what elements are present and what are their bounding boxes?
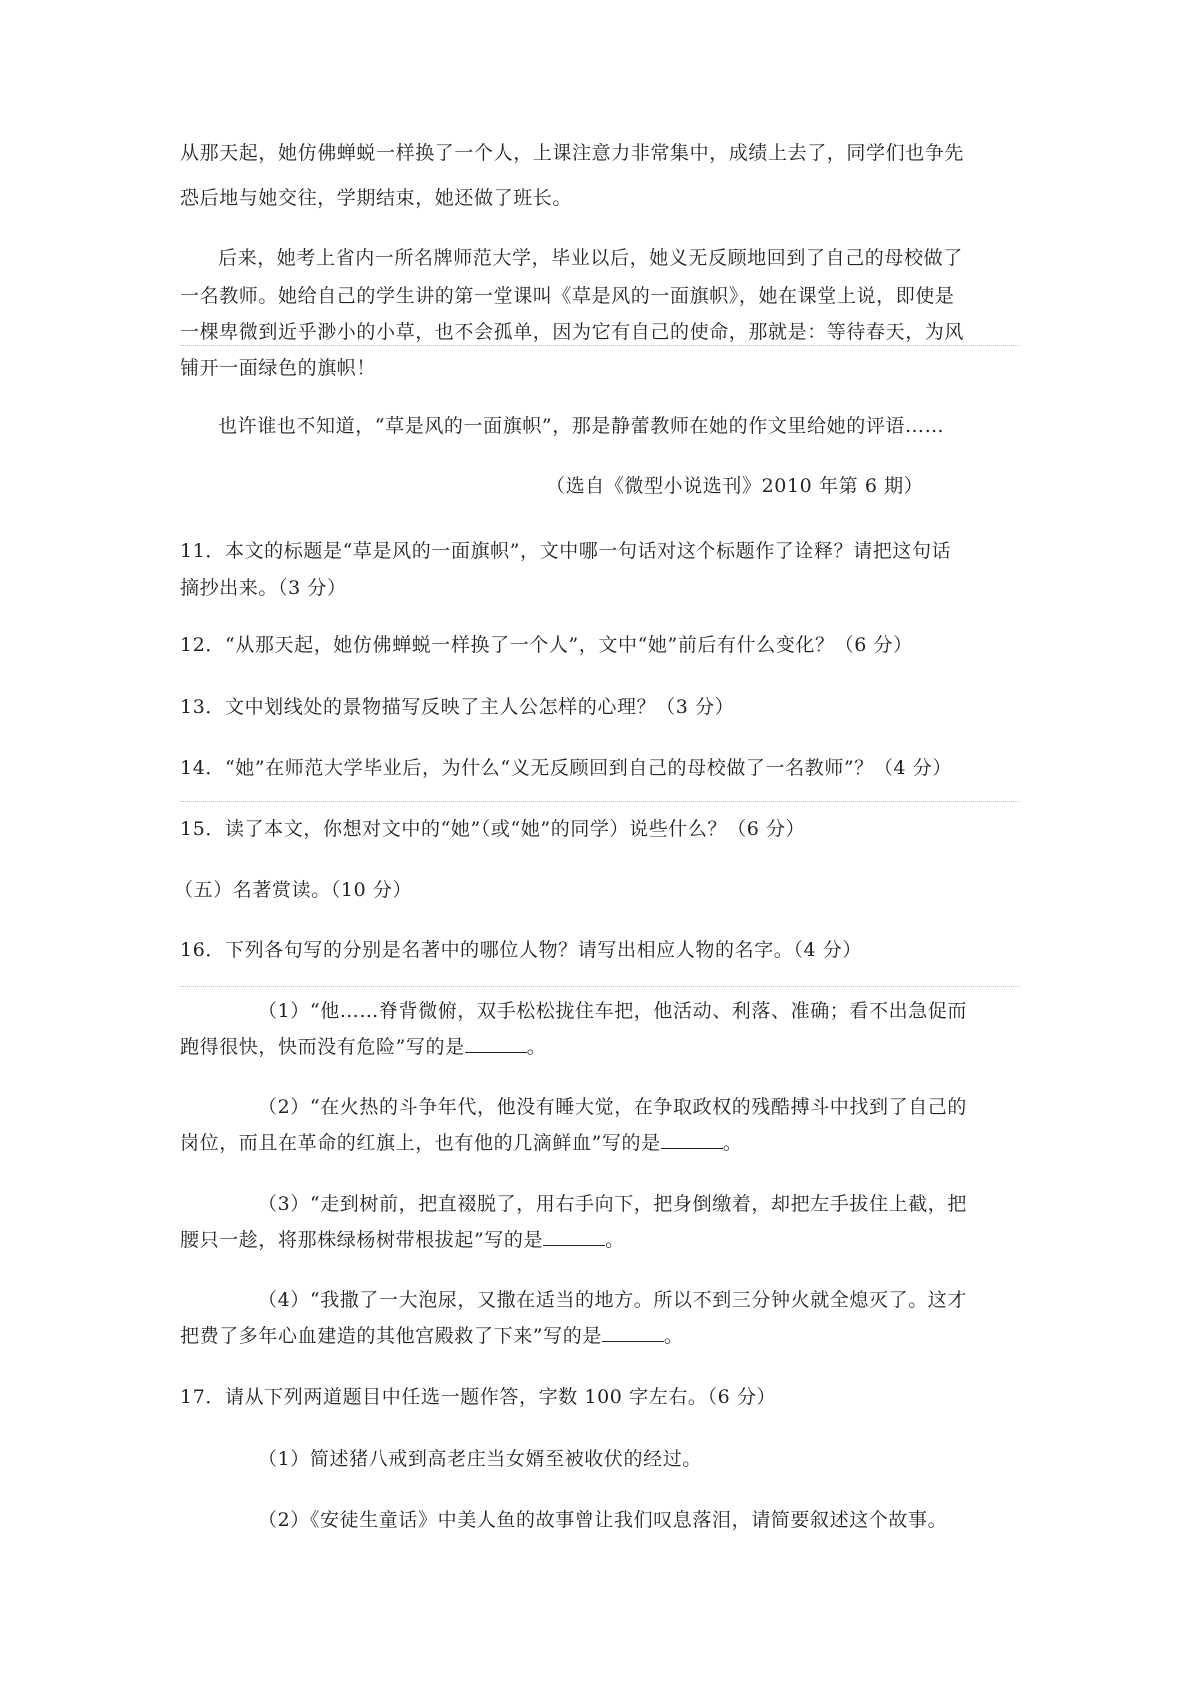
period: 。 <box>722 1132 743 1154</box>
question-14: 14．“她”在师范大学毕业后，为什么“义无反顾回到自己的母校做了一名教师”？（4 分） <box>180 757 952 779</box>
question-16-3-line-2 <box>180 1227 625 1253</box>
question-11-line-2: 摘抄出来。（3 分） <box>180 577 347 599</box>
question-12: 12．“从那天起，她仿佛蝉蜕一样换了一个人”，文中“她”前后有什么变化？（6 分） <box>180 634 913 656</box>
question-16-1-text: 跑得很快，快而没有危险”写的是 <box>180 1036 465 1058</box>
question-11-line-1: 11．本文的标题是“草是风的一面旗帜”，文中哪一句话对这个标题作了诠释？请把这句话 <box>180 540 952 562</box>
question-16-4-text: 把费了多年心血建造的其他宫殿救了下来”写的是 <box>180 1325 602 1347</box>
answer-blank-16-3[interactable] <box>543 1227 605 1246</box>
passage-paragraph-2-line-3: 一棵卑微到近乎渺小的小草，也不会孤单，因为它有自己的使命，那就是：等待春天，为风 <box>180 321 965 343</box>
question-17-option-2: （2）《安徒生童话》中美人鱼的故事曾让我们叹息落泪，请简要叙述这个故事。 <box>258 1509 948 1531</box>
question-16-2-line-1: （2）“在火热的斗争年代，他没有睡大觉，在争取政权的残酷搏斗中找到了自己的 <box>258 1096 968 1118</box>
question-16-4-line-1: （4）“我撒了一大泡尿，又撒在适当的地方。所以不到三分钟火就全熄灭了。这才 <box>258 1289 968 1311</box>
period: 。 <box>605 1229 625 1251</box>
question-16-1-line-2 <box>180 1034 546 1060</box>
passage-paragraph-2-line-4: 铺开一面绿色的旗帜！ <box>180 357 377 379</box>
period: 。 <box>526 1036 547 1058</box>
question-16-2-text: 岗位，而且在革命的红旗上，也有他的几滴鲜血”写的是 <box>180 1132 661 1154</box>
passage-paragraph-3: 也许谁也不知道，“草是风的一面旗帜”，那是静蕾教师在她的作文里给她的评语…… <box>218 415 945 437</box>
section-5-heading: （五）名著赏读。（10 分） <box>174 879 413 901</box>
period: 。 <box>663 1325 684 1347</box>
question-17-option-1: （1）简述猪八戒到高老庄当女婿至被收伏的经过。 <box>258 1448 702 1470</box>
question-16-2-line-2 <box>180 1130 742 1156</box>
answer-blank-16-4[interactable] <box>602 1323 664 1342</box>
question-15: 15．读了本文，你想对文中的“她”（或“她”的同学）说些什么？（6 分） <box>180 818 806 840</box>
question-16-1-line-1: （1）“他……脊背微俯，双手松松拢住车把，他活动、利落、准确；看不出急促而 <box>258 1000 968 1022</box>
passage-paragraph-2-line-1: 后来，她考上省内一所名牌师范大学，毕业以后，她义无反顾地回到了自己的母校做了 <box>218 247 963 269</box>
answer-blank-16-1[interactable] <box>465 1034 527 1053</box>
dotted-divider <box>180 986 1020 987</box>
dotted-divider <box>180 801 1020 802</box>
question-13: 13．文中划线处的景物描写反映了主人公怎样的心理？（3 分） <box>180 696 735 718</box>
question-17: 17．请从下列两道题目中任选一题作答，字数 100 字左右。（6 分） <box>180 1386 777 1408</box>
question-16-3-line-1: （3）“走到树前，把直裰脱了，用右手向下，把身倒缴着，却把左手拔住上截，把 <box>258 1193 968 1215</box>
passage-paragraph-2-line-2: 一名教师。她给自己的学生讲的第一堂课叫《草是风的一面旗帜》，她在课堂上说，即使是 <box>180 285 955 307</box>
question-16-3-text: 腰只一趁，将那株绿杨树带根拔起”写的是 <box>180 1229 544 1251</box>
question-16-4-line-2 <box>180 1323 684 1349</box>
dotted-divider <box>180 345 1020 346</box>
answer-blank-16-2[interactable] <box>661 1130 723 1149</box>
question-16: 16．下列各句写的分别是名著中的哪位人物？请写出相应人物的名字。（4 分） <box>180 939 863 961</box>
passage-paragraph-1-line-2: 恐后地与她交往，学期结束，她还做了班长。 <box>180 187 573 209</box>
passage-source: （选自《微型小说选刊》2010 年第 6 期） <box>546 475 924 497</box>
passage-paragraph-1-line-1: 从那天起，她仿佛蝉蜕一样换了一个人，上课注意力非常集中，成绩上去了，同学们也争先 <box>180 142 965 164</box>
